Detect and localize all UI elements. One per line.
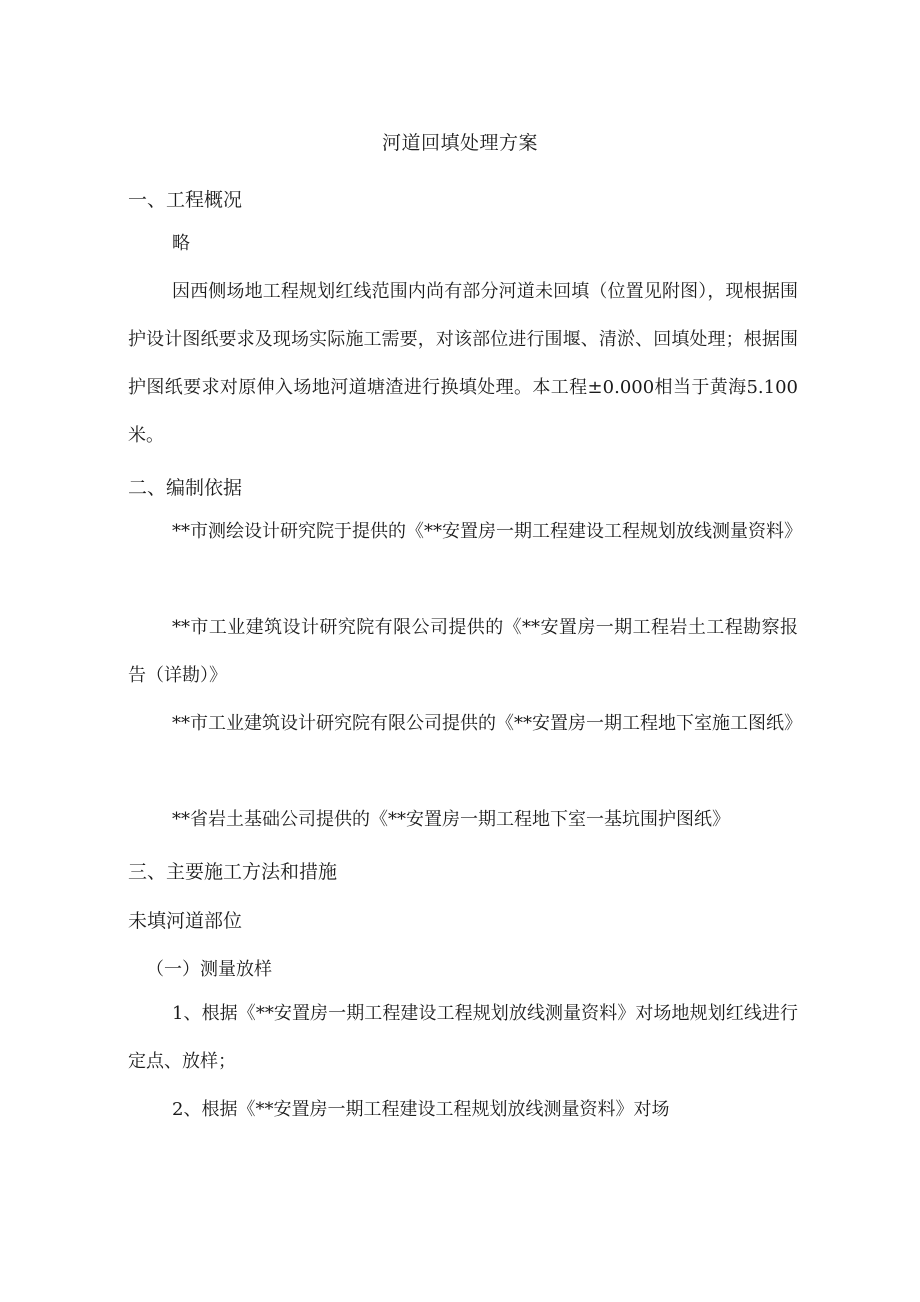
section-heading-methods: 三、主要施工方法和措施 (128, 861, 338, 883)
paragraph-overview-omitted: 略 (172, 233, 190, 254)
section-heading-overview: 一、工程概况 (128, 189, 243, 211)
basis-item-geotech-report: **市工业建筑设计研究院有限公司提供的《**安置房一期工程岩土工程勘察报告（详勘）》 (128, 617, 798, 686)
document-title: 河道回填处理方案 (381, 132, 538, 154)
basis-item-survey: **市测绘设计研究院于提供的《**安置房一期工程建设工程规划放线测量资料》 (172, 521, 802, 542)
paragraph-overview-body: 因西侧场地工程规划红线范围内尚有部分河道未回填（位置见附图），现根据围护设计图纸要求及现场实际施工需要，对该部位进行围堰、清淤、回填处理；根据围护图纸要求对原伸入场地河道塘渣进行换填处理。本工程±0.000相当于黄海5.100米。 (128, 281, 798, 446)
subsection-survey-layout: （一）测量放样 (146, 959, 272, 980)
basis-item-basement-drawings: **市工业建筑设计研究院有限公司提供的《**安置房一期工程地下室施工图纸》 (172, 713, 802, 734)
method-item-1: 1、根据《**安置房一期工程建设工程规划放线测量资料》对场地规划红线进行定点、放样； (128, 1003, 798, 1072)
basis-item-retaining-drawings: **省岩土基础公司提供的《**安置房一期工程地下室一基坑围护图纸》 (172, 809, 730, 830)
section-heading-basis: 二、编制依据 (128, 477, 243, 499)
subsection-heading-unfilled-river: 未填河道部位 (128, 910, 243, 932)
method-item-2: 2、根据《**安置房一期工程建设工程规划放线测量资料》对场 (172, 1099, 670, 1120)
